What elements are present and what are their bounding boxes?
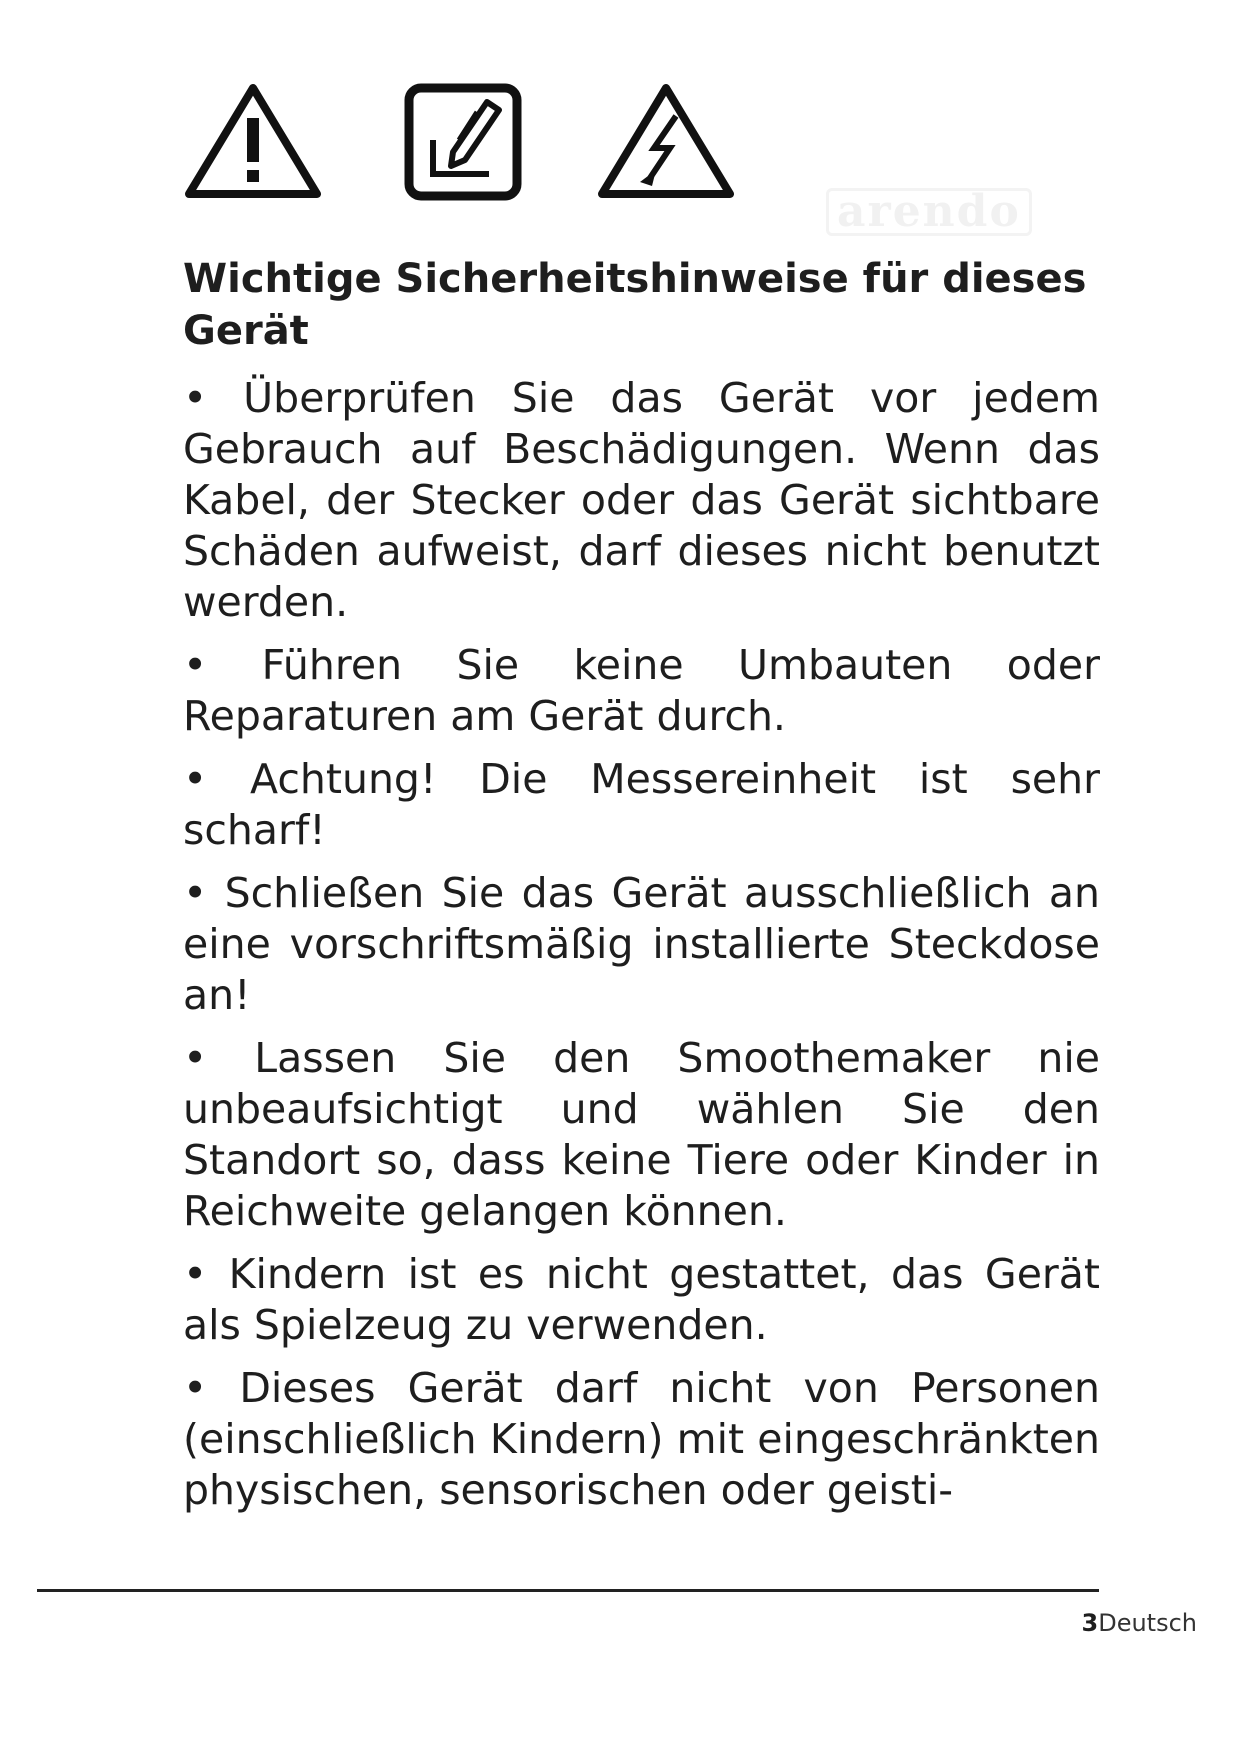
safety-list xyxy=(183,373,1100,1516)
list-item: • Lassen Sie den Smoothemaker nie unbeaufsichtigt und wählen Sie den Standort so, dass keine Tiere oder Kinder in Reichweite gelangen können. xyxy=(183,1034,1100,1235)
brand-watermark: arendo xyxy=(826,188,1032,236)
page-number: 3 xyxy=(1081,1609,1099,1637)
list-item: • Führen Sie keine Umbauten oder Reparaturen am Gerät durch. xyxy=(183,641,1100,740)
page-footer xyxy=(1082,1608,1197,1638)
read-manual-icon xyxy=(403,82,523,202)
section-heading: Wichtige Sicherheitshinweise für dieses Gerät xyxy=(183,256,1087,354)
warning-triangle-icon xyxy=(183,82,323,202)
list-item: • Kindern ist es nicht gestattet, das Gerät als Spielzeug zu verwenden. xyxy=(183,1250,1100,1349)
page-language: Deutsch xyxy=(1098,1609,1197,1637)
list-item: • Schließen Sie das Gerät ausschließlich an eine vorschriftsmäßig installierte Steckdose an! xyxy=(183,869,1100,1019)
safety-icons-row xyxy=(183,82,743,212)
safety-content xyxy=(183,253,1100,1528)
list-item: • Achtung! Die Messereinheit ist sehr scharf! xyxy=(183,755,1100,854)
list-item: • Überprüfen Sie das Gerät vor jedem Gebrauch auf Beschädigungen. Wenn das Kabel, der Stecker oder das Gerät sichtbare Schäden aufweist, darf dieses nicht benutzt werden. xyxy=(183,374,1100,626)
footer-divider xyxy=(37,1589,1099,1592)
electric-hazard-icon xyxy=(596,82,736,202)
list-item: • Dieses Gerät darf nicht von Personen (einschließlich Kindern) mit eingeschränkten physischen, sensorischen oder geisti- xyxy=(183,1364,1100,1514)
